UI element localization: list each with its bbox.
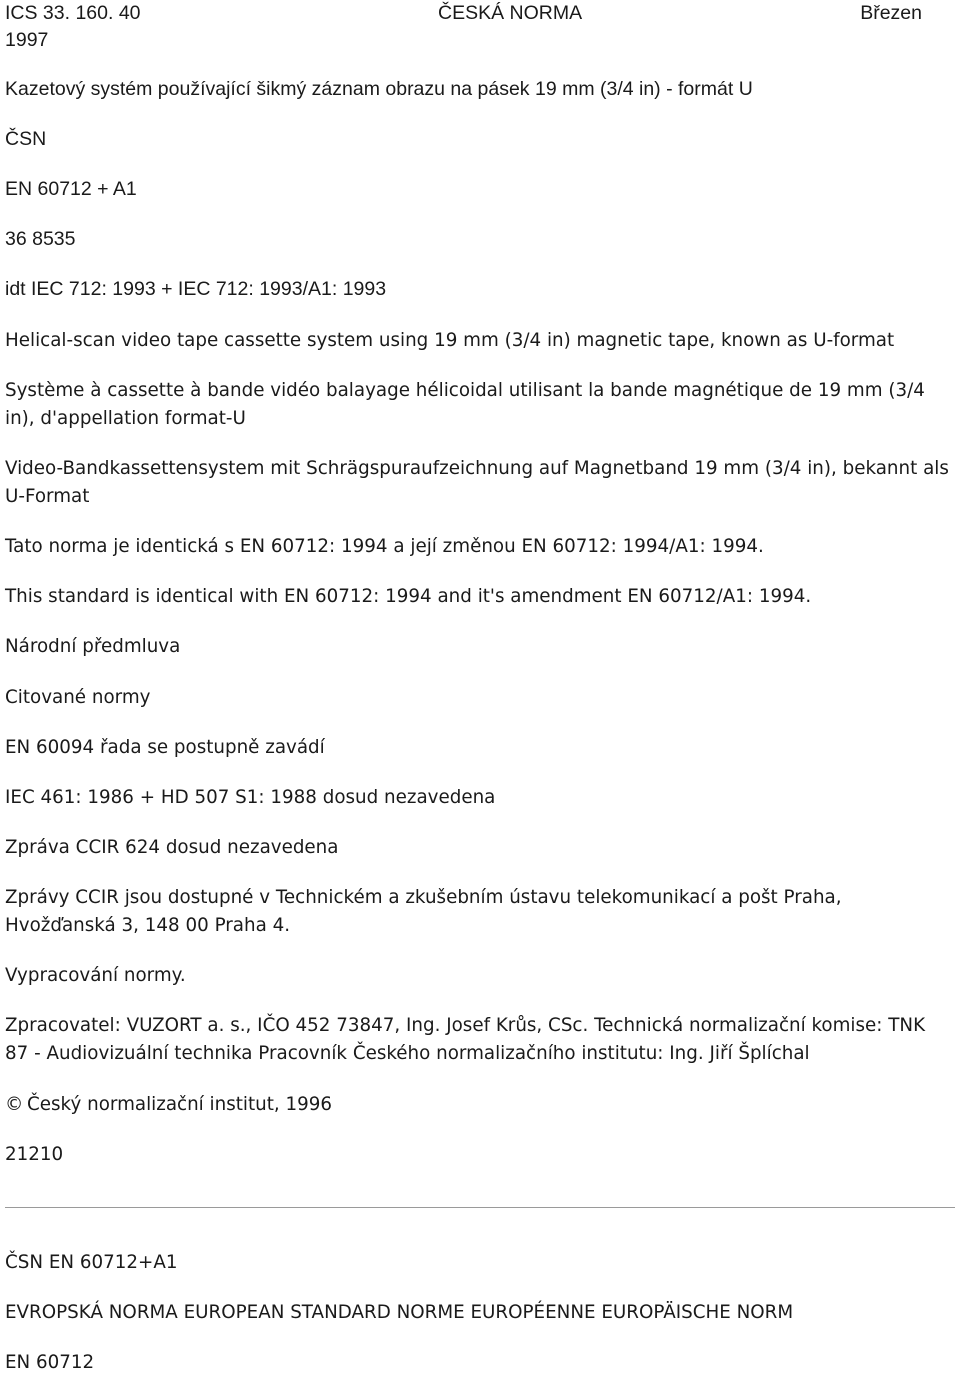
cited-standard-2: IEC 461: 1986 + HD 507 S1: 1988 dosud nezavedena [5,787,496,808]
en-number: EN 60712 + A1 [5,178,137,200]
german-title: Video-Bandkassettensystem mit Schrägspuraufzeichnung auf Magnetband 19 mm (3/4 in), bekannt als U-Format [5,458,949,507]
publication-year: 1997 [5,29,49,51]
cited-standard-3: Zpráva CCIR 624 dosud nezavedena [5,837,339,858]
french-title: Système à cassette à bande vidéo balayage hélicoidal utilisant la bande magnétique de 19 mm (3/4 in), d'appellation format-U [5,380,925,429]
document-header [5,0,955,56]
copyright-line [5,1091,950,1119]
header-title: ČESKÁ NORMA [438,2,583,24]
cited-standard-1: EN 60094 řada se postupně zavádí [5,737,325,758]
ccir-availability: Zprávy CCIR jsou dostupné v Technickém a zkušebním ústavu telekomunikací a pošt Praha, Hvožďanská 3, 148 00 Praha 4. [5,887,842,936]
document-code: 21210 [5,1144,64,1165]
footer-european-standard: EVROPSKÁ NORMA EUROPEAN STANDARD NORME EUROPÉENNE EUROPÄISCHE NORM [5,1302,794,1323]
ics-code-block [5,0,155,54]
cited-standards-heading: Citované normy [5,687,151,708]
class-number: 36 8535 [5,228,76,250]
copyright-icon: © [5,1094,24,1115]
csn-label: ČSN [5,128,47,150]
publication-month: Březen [860,2,922,24]
identity-statement-cz: Tato norma je identická s EN 60712: 1994 a její změnou EN 60712: 1994/A1: 1994. [5,536,764,557]
english-title: Helical-scan video tape cassette system using 19 mm (3/4 in) magnetic tape, known as U-format [5,330,895,351]
prepared-by: Zpracovatel: VUZORT a. s., IČO 452 73847, Ing. Josef Krůs, CSc. Technická normalizační komise: TNK 87 - Audiovizuální technika Pracovník Českého normalizačního institutu: Ing. Jiří Šplíchal [5,1015,926,1064]
idt-reference: idt IEC 712: 1993 + IEC 712: 1993/A1: 1993 [5,278,387,300]
footer-en-number: EN 60712 [5,1352,95,1373]
identity-statement-en: This standard is identical with EN 60712: 1994 and it's amendment EN 60712/A1: 1994. [5,586,812,607]
ics-code: ICS 33. 160. 40 [5,2,141,24]
prepared-heading: Vypracování normy. [5,965,186,986]
copyright-text: Český normalizační institut, 1996 [27,1094,333,1115]
national-foreword-heading: Národní předmluva [5,636,181,657]
czech-title: Kazetový systém používající šikmý záznam obrazu na pásek 19 mm (3/4 in) - formát U [5,78,753,100]
section-divider [5,1207,955,1208]
footer-csn-en: ČSN EN 60712+A1 [5,1252,178,1273]
